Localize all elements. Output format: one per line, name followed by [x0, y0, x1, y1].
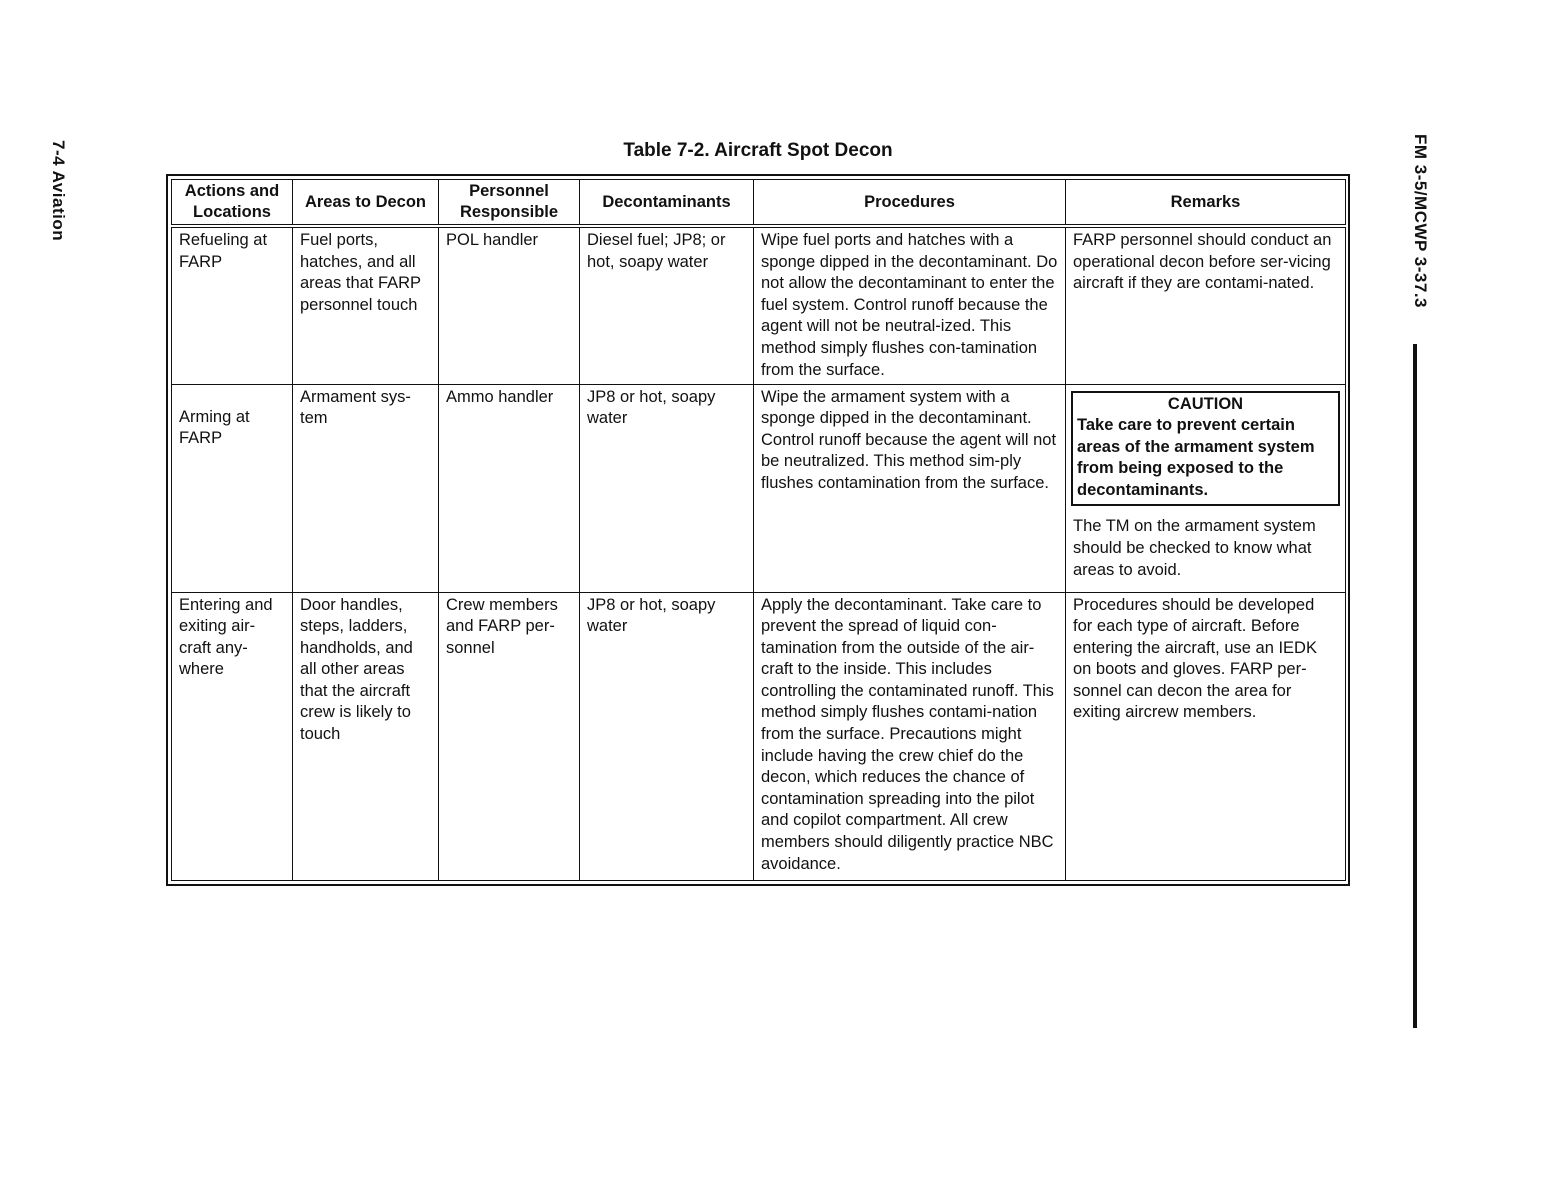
decon-table-frame	[166, 174, 1350, 886]
cell-remarks: Procedures should be developed for each type of aircraft. Before entering the aircraft, use an IEDK on boots and gloves. FARP per-sonnel can decon the area for exiting aircrew members.	[1066, 592, 1346, 881]
remark-text: The TM on the armament system should be checked to know what areas to avoid.	[1073, 517, 1316, 579]
cell-personnel: Crew members and FARP per-sonnel	[439, 592, 580, 881]
decon-table	[171, 179, 1346, 881]
left-margin-label: 7-4 Aviation	[49, 140, 68, 242]
table-title: Table 7-2. Aircraft Spot Decon	[623, 140, 893, 161]
document-id-label	[1404, 134, 1440, 334]
cell-action: Refueling at FARP	[172, 226, 293, 384]
caution-text: Take care to prevent certain areas of the armament system from being exposed to the decontaminants.	[1077, 416, 1315, 499]
page-number-section-label	[42, 140, 78, 260]
cell-areas: Armament sys-tem	[293, 384, 439, 592]
header-actions: Actions and Locations	[172, 180, 293, 227]
cell-personnel: POL handler	[439, 226, 580, 384]
table-header-row	[172, 180, 1346, 227]
header-areas: Areas to Decon	[293, 180, 439, 227]
table-row	[172, 592, 1346, 881]
cell-decontaminants: JP8 or hot, soapy water	[580, 592, 754, 881]
cell-decontaminants: Diesel fuel; JP8; or hot, soapy water	[580, 226, 754, 384]
change-bar	[1413, 344, 1417, 1028]
table-row	[172, 384, 1346, 592]
cell-remarks	[1066, 384, 1346, 592]
header-decontaminants: Decontaminants	[580, 180, 754, 227]
cell-areas: Door handles, steps, ladders, handholds, and all other areas that the aircraft crew is likely to touch	[293, 592, 439, 881]
header-personnel: Personnel Responsible	[439, 180, 580, 227]
header-procedures: Procedures	[754, 180, 1066, 227]
cell-remarks: FARP personnel should conduct an operational decon before ser-vicing aircraft if they are contami-nated.	[1066, 226, 1346, 384]
right-margin-label: FM 3-5/MCWP 3-37.3	[1411, 134, 1430, 309]
cell-personnel: Ammo handler	[439, 384, 580, 592]
table-row	[172, 226, 1346, 384]
cell-action: Entering and exiting air-craft any-where	[172, 592, 293, 881]
cell-procedures: Apply the decontaminant. Take care to prevent the spread of liquid con-tamination from the outside of the air-craft to the inside. This includes controlling the contaminated runoff. This method simply flushes contami-nation from the surface. Precautions might include having the crew chief do the decon, which reduces the chance of contamination spreading into the pilot and copilot compartment. All crew members should diligently practice NBC avoidance.	[754, 592, 1066, 881]
caution-box	[1071, 391, 1340, 507]
cell-action: Arming at FARP	[172, 384, 293, 592]
cell-decontaminants: JP8 or hot, soapy water	[580, 384, 754, 592]
cell-procedures: Wipe the armament system with a sponge dipped in the decontaminant. Control runoff because the agent will not be neutralized. This method sim-ply flushes contamination from the surface.	[754, 384, 1066, 592]
cell-procedures: Wipe fuel ports and hatches with a sponge dipped in the decontaminant. Do not allow the decontaminant to enter the fuel system. Control runoff because the agent will not be neutral-ized. This method simply flushes con-tamination from the surface.	[754, 226, 1066, 384]
cell-areas: Fuel ports, hatches, and all areas that FARP personnel touch	[293, 226, 439, 384]
header-remarks: Remarks	[1066, 180, 1346, 227]
caution-title: CAUTION	[1167, 394, 1244, 413]
